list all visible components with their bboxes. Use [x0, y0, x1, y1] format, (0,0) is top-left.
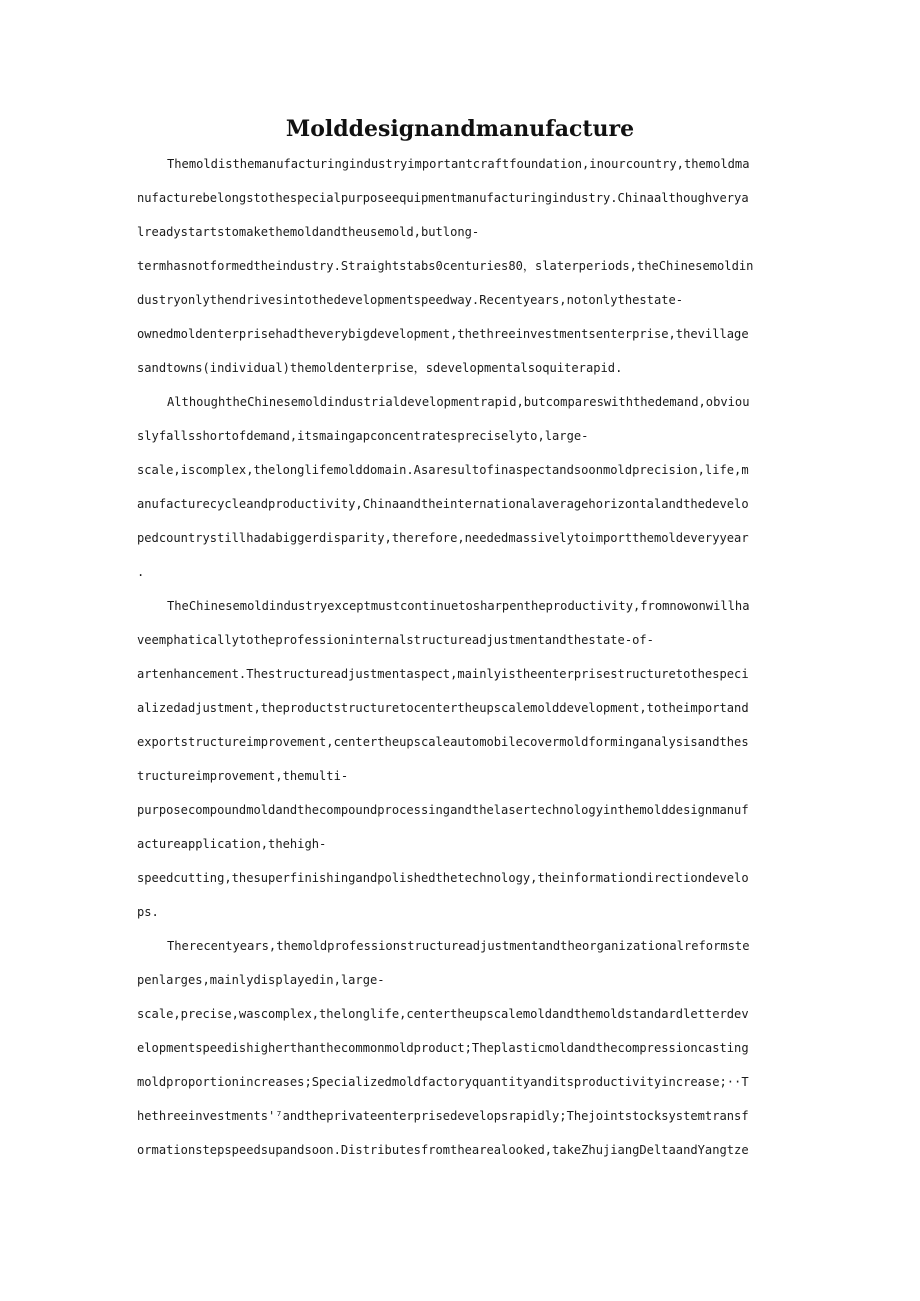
text-line: anufacturecycleandproductivity,Chinaandtheinternationalaveragehorizontalandthedevelo [137, 497, 749, 511]
text-line: artenhancement.Thestructureadjustmentaspect,mainlyistheenterprisestructuretothespeci [137, 667, 749, 681]
text-line: AlthoughtheChinesemoldindustrialdevelopmentrapid,butcompareswiththedemand,obviou [167, 395, 750, 409]
text-line: lreadystartstomakethemoldandtheusemold,butlong- [137, 225, 480, 239]
text-line: ps. [137, 905, 159, 919]
text-line: purposecompoundmoldandthecompoundprocessingandthelasertechnologyinthemolddesignmanuf [137, 803, 749, 817]
text-line: pedcountrystillhadabiggerdisparity,therefore,neededmassivelytoimportthemoldeveryyear [137, 531, 749, 545]
document-title: Molddesignandmanufacture [285, 116, 635, 142]
text-line: TheChinesemoldindustryexceptmustcontinuetosharpentheproductivity,fromnowonwillha [167, 599, 750, 613]
text-line: termhasnotformedtheindustry.Straightstabs0centuries80，slaterperiods,theChinesemoldin [137, 259, 754, 273]
text-line: elopmentspeedishigherthanthecommonmoldproduct;Theplasticmoldandthecompressioncasting [137, 1041, 749, 1055]
text-line: ownedmoldenterprisehadtheverybigdevelopment,thethreeinvestmentsenterprise,thevillage [137, 327, 749, 341]
text-line: veemphaticallytotheprofessioninternalstructureadjustmentandthestate-of- [137, 633, 654, 647]
text-line: alizedadjustment,theproductstructuretocentertheupscalemolddevelopment,totheimportand [137, 701, 749, 715]
text-line: Therecentyears,themoldprofessionstructureadjustmentandtheorganizationalreformste [167, 939, 750, 953]
text-line: actureapplication,thehigh- [137, 837, 327, 851]
text-line: sandtowns(individual)themoldenterprise，sdevelopmentalsoquiterapid. [137, 361, 623, 375]
text-line: scale,precise,wascomplex,thelonglife,centertheupscalemoldandthemoldstandardletterdev [137, 1007, 749, 1021]
text-line: ormationstepspeedsupandsoon.Distributesfromthearealooked,takeZhujiangDeltaandYangtze [137, 1143, 749, 1157]
text-line: moldproportionincreases;Specializedmoldfactoryquantityanditsproductivityincrease;··T [137, 1075, 749, 1089]
text-line: exportstructureimprovement,centertheupscaleautomobilecovermoldforminganalysisandthes [137, 735, 749, 749]
text-line: hethreeinvestments'⁷andtheprivateenterprisedevelopsrapidly;Thejointstocksystemtransf [137, 1109, 749, 1123]
text-line: Themoldisthemanufacturingindustryimportantcraftfoundation,inourcountry,themoldma [167, 157, 750, 171]
text-line: dustryonlythendrivesintothedevelopmentspeedway.Recentyears,notonlythestate- [137, 293, 684, 307]
text-line: . [137, 565, 145, 579]
text-line: speedcutting,thesuperfinishingandpolishedthetechnology,theinformationdirectiondevelo [137, 871, 749, 885]
text-line: scale,iscomplex,thelonglifemolddomain.Asaresultofinaspectandsoonmoldprecision,life,m [137, 463, 749, 477]
text-line: penlarges,mainlydisplayedin,large- [137, 973, 385, 987]
text-line: nufacturebelongstothespecialpurposeequipmentmanufacturingindustry.Chinaalthoughverya [137, 191, 749, 205]
document-body [137, 147, 787, 1167]
text-line: slyfallsshortofdemand,itsmaingapconcentratespreciselyto,large- [137, 429, 589, 443]
text-line: tructureimprovement,themulti- [137, 769, 349, 783]
